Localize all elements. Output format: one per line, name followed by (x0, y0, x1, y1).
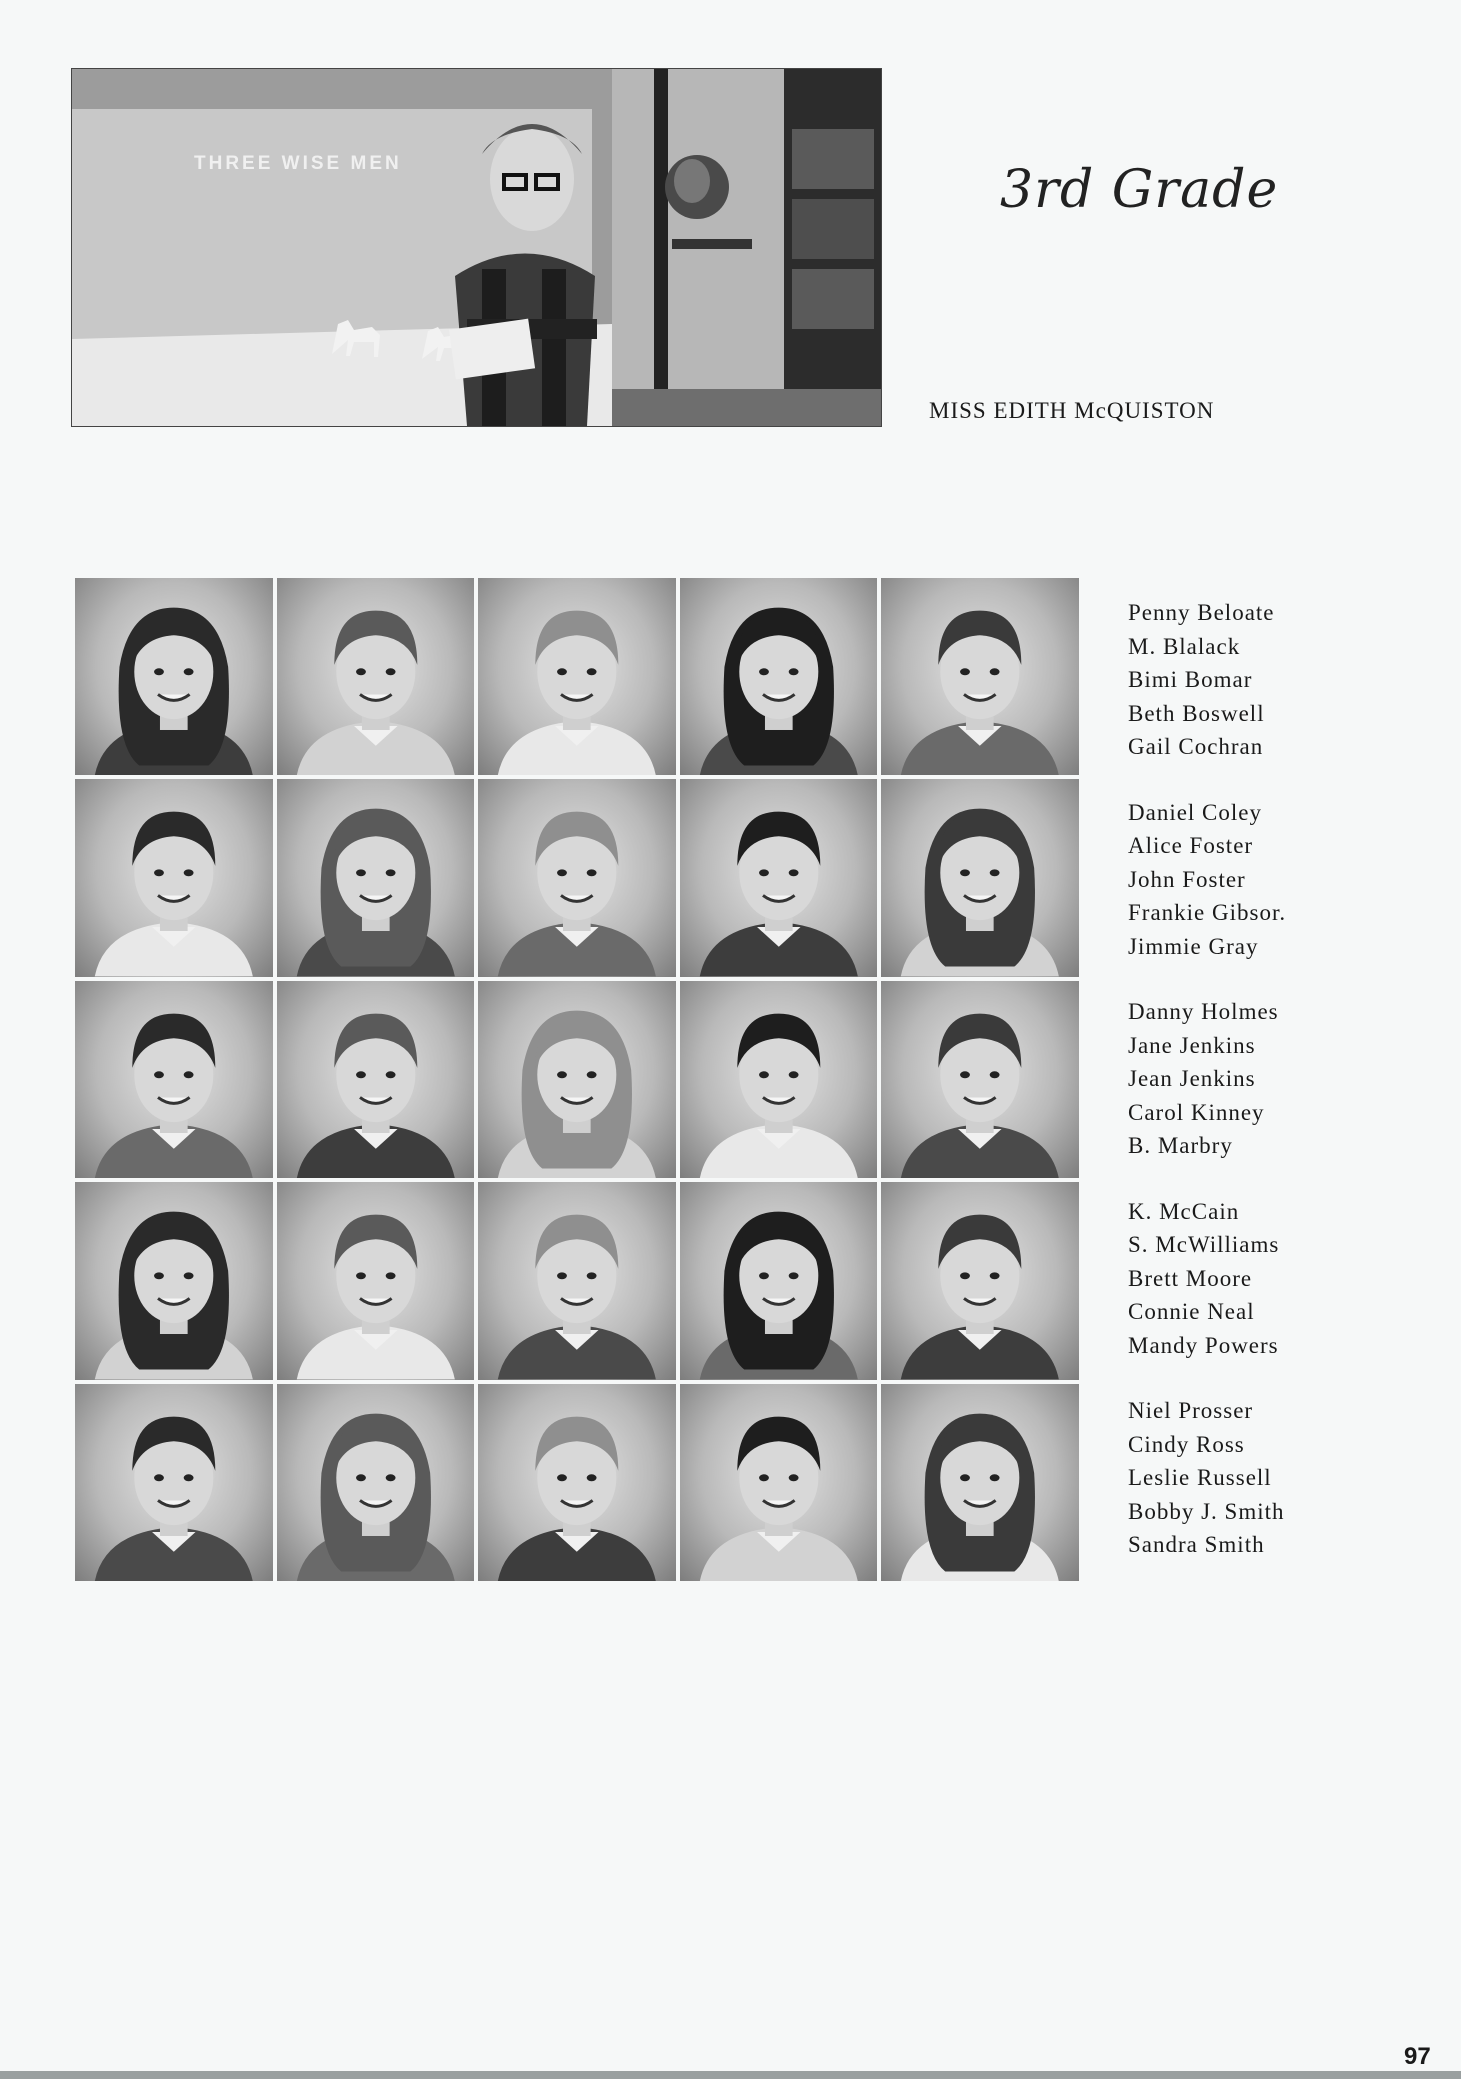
student-name: Leslie Russell (1128, 1465, 1272, 1490)
student-portrait (881, 1384, 1079, 1581)
student-name: Niel Prosser (1128, 1398, 1254, 1423)
student-name: S. McWilliams (1128, 1232, 1280, 1257)
student-portrait (277, 578, 475, 775)
student-portrait (680, 578, 878, 775)
name-group (1128, 1195, 1448, 1363)
student-portrait (75, 1384, 273, 1581)
student-portrait (277, 779, 475, 976)
student-portrait (680, 1384, 878, 1581)
page-edge (0, 2071, 1461, 2079)
student-portrait (478, 1384, 676, 1581)
student-portrait (881, 981, 1079, 1178)
student-name: Jean Jenkins (1128, 1066, 1256, 1091)
student-name-list (1128, 596, 1448, 1594)
student-name: M. Blalack (1128, 633, 1241, 659)
student-portrait (75, 1182, 273, 1379)
student-name: Jane Jenkins (1128, 1032, 1256, 1058)
student-name: Alice Foster (1128, 833, 1254, 858)
student-portrait (478, 779, 676, 976)
student-portrait (75, 779, 273, 976)
student-name: Bimi Bomar (1128, 667, 1253, 692)
student-portrait (277, 1182, 475, 1379)
student-portrait (680, 981, 878, 1178)
student-portrait (881, 1182, 1079, 1379)
student-name: Gail Cochran (1128, 734, 1264, 759)
name-group (1128, 1394, 1448, 1562)
student-name: Sandra Smith (1128, 1532, 1265, 1557)
student-portrait (75, 578, 273, 775)
student-name: B. Marbry (1128, 1133, 1233, 1158)
student-portrait (881, 578, 1079, 775)
student-name: Jimmie Gray (1128, 933, 1259, 959)
bulletin-board-caption: THREE WISE MEN (194, 153, 402, 174)
student-name: Bobby J. Smith (1128, 1498, 1285, 1524)
student-name: Brett Moore (1128, 1265, 1253, 1291)
teacher-photo (71, 68, 882, 427)
portrait-grid (75, 578, 1079, 1581)
student-name: Danny Holmes (1128, 999, 1279, 1024)
student-portrait (478, 1182, 676, 1379)
name-group (1128, 796, 1448, 964)
teacher-name: MISS EDITH McQUISTON (929, 398, 1215, 423)
student-name: Daniel Coley (1128, 799, 1262, 825)
student-portrait (680, 779, 878, 976)
student-portrait (75, 981, 273, 1178)
student-portrait (680, 1182, 878, 1379)
name-group (1128, 995, 1448, 1163)
student-portrait (478, 981, 676, 1178)
student-portrait (478, 578, 676, 775)
student-name: Frankie Gibsor. (1128, 900, 1287, 925)
student-portrait (881, 779, 1079, 976)
name-group (1128, 596, 1448, 764)
student-name: K. McCain (1128, 1198, 1240, 1224)
student-name: Beth Boswell (1128, 700, 1265, 726)
student-name: Carol Kinney (1128, 1099, 1265, 1125)
page-title: 3rd Grade (1000, 160, 1279, 220)
student-name: Penny Beloate (1128, 600, 1275, 625)
student-name: Cindy Ross (1128, 1431, 1245, 1457)
student-name: Mandy Powers (1128, 1332, 1279, 1358)
student-portrait (277, 981, 475, 1178)
page-number: 97 (1404, 2043, 1431, 2070)
student-portrait (277, 1384, 475, 1581)
student-name: Connie Neal (1128, 1299, 1255, 1324)
student-name: John Foster (1128, 866, 1246, 892)
